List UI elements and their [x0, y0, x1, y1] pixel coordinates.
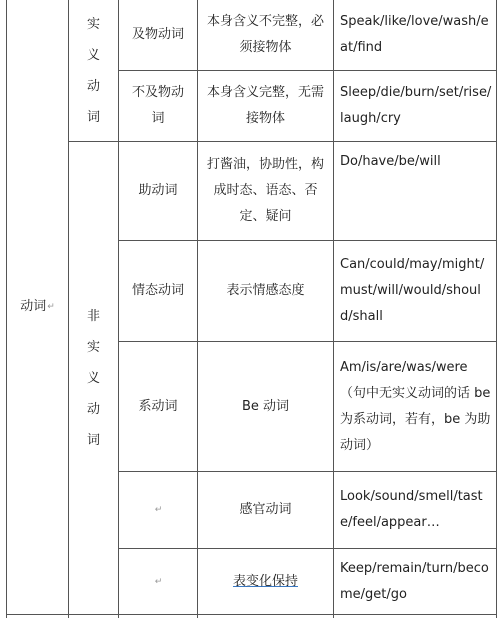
- table-border-bottom: [6, 614, 497, 615]
- group-non-real-label: 非 实 义 动 词: [86, 308, 100, 448]
- verb-examples-cell: Keep/remain/turn/become/get/go: [340, 560, 489, 602]
- verb-type-cell: 助动词: [138, 183, 178, 198]
- table-border-right: [496, 0, 497, 618]
- verb-type-cell: 情态动词: [131, 283, 184, 298]
- verb-examples-cell: Sleep/die/burn/set/rise/laugh/cry: [340, 85, 492, 126]
- verb-type-cell: ↵: [154, 505, 163, 515]
- verb-type-cell: ↵: [154, 576, 163, 587]
- verb-description-cell: 打酱油，协助性，构成时态、语态、否定、疑问: [206, 157, 324, 224]
- verb-examples-cell: Am/is/are/was/were（句中无实义动词的话 be 为系动词，若有，be 为助动词）: [340, 359, 491, 453]
- verb-type-cell: 及物动词: [131, 27, 184, 42]
- verb-examples-cell: Can/could/may/might/must/will/would/should/shall: [340, 257, 485, 324]
- verb-description-cell: 表变化保持: [232, 573, 298, 589]
- verb-description-cell: 感官动词: [239, 502, 292, 517]
- verb-examples-cell: Look/sound/smell/taste/feel/appear…: [340, 489, 483, 530]
- verb-description-cell: Be 动词: [241, 398, 290, 414]
- main-category-label: 动词: [20, 299, 47, 314]
- verb-description-cell: 本身含义完整，无需接物体: [206, 85, 324, 126]
- verb-type-cell: 不及物动词: [131, 85, 184, 126]
- verb-type-cell: 系动词: [138, 398, 178, 414]
- group-real-label: 实 义 动 词: [86, 16, 100, 125]
- verb-description-cell: 本身含义不完整，必须接物体: [206, 14, 324, 55]
- verb-description-cell: 表示情感态度: [226, 283, 305, 298]
- verb-examples-cell: Do/have/be/will: [340, 154, 441, 169]
- verb-examples-cell: Speak/like/love/wash/eat/find: [340, 14, 489, 55]
- main-category-cell: 动词 ↵: [7, 0, 68, 614]
